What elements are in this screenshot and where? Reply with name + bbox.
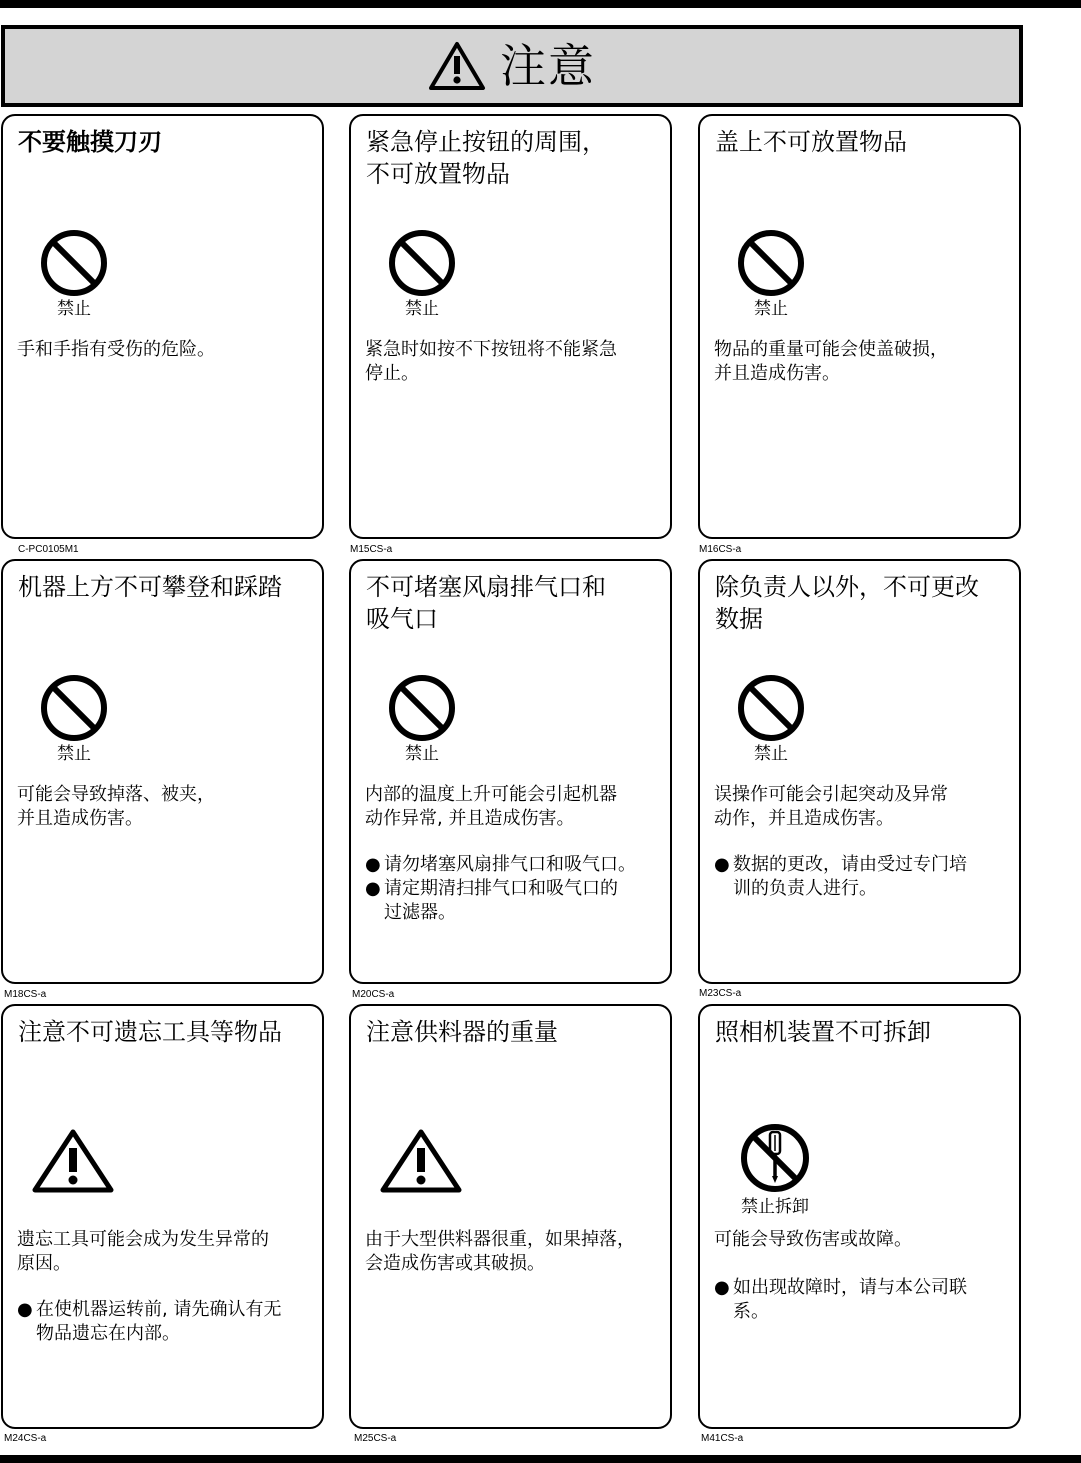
- warning-sign: [31, 1128, 115, 1198]
- warning-triangle-icon: [379, 1128, 463, 1194]
- card-no-touch-blade: [1, 114, 324, 539]
- card-camera-disassembly: [698, 1004, 1021, 1429]
- card-code: M25CS-a: [354, 1433, 397, 1444]
- prohibition-icon: [736, 673, 806, 743]
- card-title: 注意供料器的重量: [366, 1018, 558, 1046]
- list-item: [714, 853, 1024, 901]
- list-item: [365, 853, 675, 877]
- card-code: M24CS-a: [4, 1433, 47, 1444]
- card-cover: [698, 114, 1021, 539]
- sign-label: 禁止: [405, 299, 439, 319]
- card-body: 物品的重量可能会使盖破损， 并且造成伤害。: [714, 339, 948, 384]
- bullet-icon: ●: [365, 878, 381, 899]
- card-code: C-PC0105M1: [18, 544, 79, 555]
- card-body: 由于大型供料器很重，如果掉落， 会造成伤害或其破损。: [365, 1229, 635, 1274]
- bullet-list: [17, 1298, 327, 1346]
- prohibition-icon: [39, 673, 109, 743]
- sign-label: 禁止: [57, 744, 91, 764]
- caution-banner: [1, 25, 1023, 107]
- bullet-list: [365, 853, 675, 925]
- card-body: 可能会导致伤害或故障。: [714, 1229, 912, 1250]
- prohibition-sign: [387, 673, 457, 765]
- card-emergency-stop: [349, 114, 672, 539]
- prohibition-icon: [39, 228, 109, 298]
- card-title: 注意不可遗忘工具等物品: [18, 1018, 282, 1046]
- warning-triangle-icon: [31, 1128, 115, 1194]
- card-code: M23CS-a: [699, 988, 742, 999]
- prohibition-sign: [736, 228, 806, 320]
- card-code: M15CS-a: [350, 544, 393, 555]
- card-data-change: [698, 559, 1021, 984]
- card-title: 机器上方不可攀登和踩踏: [18, 573, 282, 601]
- card-title: 不要触摸刀刃: [18, 128, 162, 156]
- prohibition-icon: [736, 228, 806, 298]
- bullet-text: 请定期清扫排气口和吸气口的 过滤器。: [384, 878, 618, 923]
- bullet-list: [714, 853, 1024, 901]
- card-forgotten-tools: [1, 1004, 324, 1429]
- card-body: 误操作可能会引起突动及异常 动作，并且造成伤害。: [714, 784, 948, 829]
- card-title: 照相机装置不可拆卸: [715, 1018, 931, 1046]
- banner-title: 注意: [500, 39, 596, 93]
- prohibition-sign: [387, 228, 457, 320]
- card-feeder-weight: [349, 1004, 672, 1429]
- bullet-icon: ●: [714, 854, 730, 875]
- card-body: 手和手指有受伤的危险。: [17, 339, 215, 360]
- bullet-text: 在使机器运转前, 请先确认有无 物品遗忘在内部。: [36, 1299, 282, 1344]
- card-body: 遗忘工具可能会成为发生异常的 原因。: [17, 1229, 269, 1274]
- bullet-list: [714, 1276, 1024, 1324]
- card-code: M16CS-a: [699, 544, 742, 555]
- prohibition-icon: [387, 673, 457, 743]
- bullet-text: 如出现故障时，请与本公司联 系。: [733, 1277, 967, 1322]
- bullet-icon: ●: [17, 1299, 33, 1320]
- card-fan-vents: [349, 559, 672, 984]
- prohibition-sign: [39, 228, 109, 320]
- card-code: M41CS-a: [701, 1433, 744, 1444]
- top-rule: [0, 0, 1081, 8]
- prohibition-icon: [387, 228, 457, 298]
- sign-label: 禁止: [754, 744, 788, 764]
- card-title: 除负责人以外，不可更改 数据: [715, 573, 979, 633]
- bullet-text: 请勿堵塞风扇排气口和吸气口。: [384, 854, 636, 875]
- prohibition-sign: [736, 673, 806, 765]
- card-code: M18CS-a: [4, 989, 47, 1000]
- card-body: 内部的温度上升可能会引起机器 动作异常, 并且造成伤害。: [365, 784, 617, 829]
- card-code: M20CS-a: [352, 989, 395, 1000]
- prohibition-sign: [39, 673, 109, 765]
- bottom-rule: [0, 1455, 1081, 1463]
- sign-label: 禁止: [405, 744, 439, 764]
- list-item: [17, 1298, 327, 1346]
- bullet-icon: ●: [365, 854, 381, 875]
- no-disassembly-sign: [730, 1122, 820, 1218]
- card-title: 盖上不可放置物品: [715, 128, 907, 156]
- bullet-icon: ●: [714, 1277, 730, 1298]
- list-item: [714, 1276, 1024, 1324]
- card-title: 紧急停止按钮的周围， 不可放置物品: [366, 128, 606, 188]
- warning-sign: [379, 1128, 463, 1198]
- bullet-text: 数据的更改，请由受过专门培 训的负责人进行。: [733, 854, 967, 899]
- sign-label: 禁止拆卸: [741, 1197, 809, 1217]
- card-body: 可能会导致掉落、被夹， 并且造成伤害。: [17, 784, 215, 829]
- sign-label: 禁止: [754, 299, 788, 319]
- list-item: [365, 877, 675, 925]
- warning-triangle-icon: [428, 40, 486, 92]
- card-body: 紧急时如按不下按钮将不能紧急 停止。: [365, 339, 617, 384]
- card-no-climbing: [1, 559, 324, 984]
- card-title: 不可堵塞风扇排气口和 吸气口: [366, 573, 606, 633]
- sign-label: 禁止: [57, 299, 91, 319]
- no-disassembly-icon: [739, 1122, 811, 1194]
